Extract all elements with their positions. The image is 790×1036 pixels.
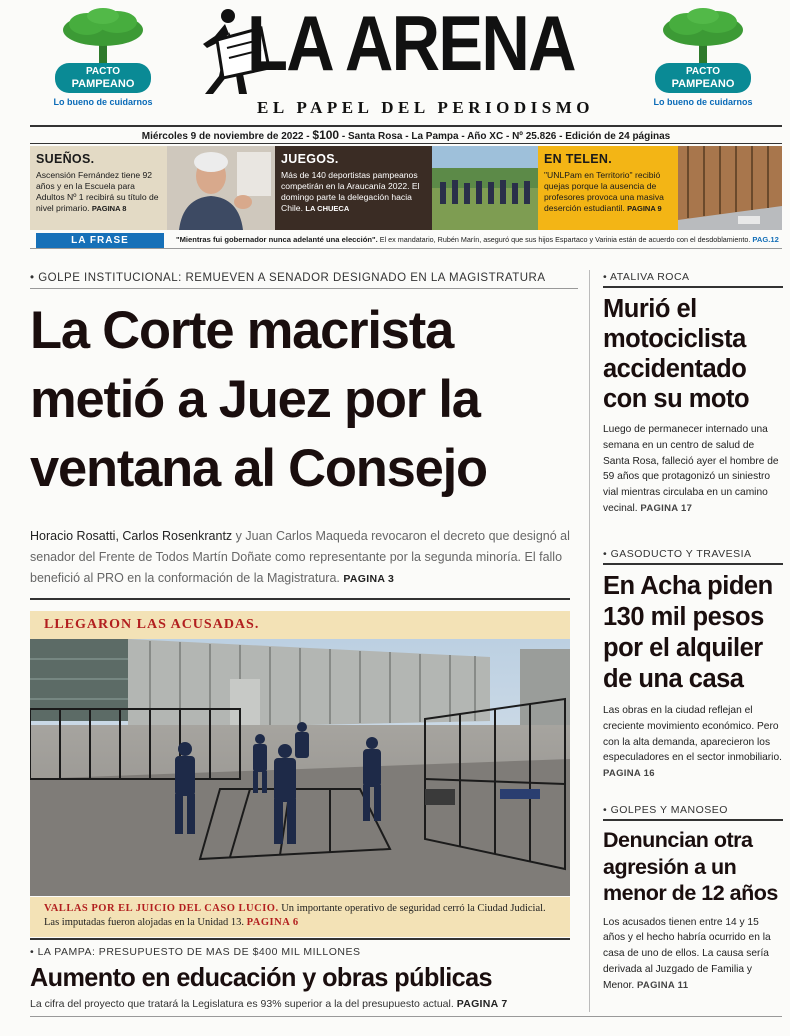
main-photo[interactable] [30,639,570,896]
caption-text: Un importante operativo de seguridad cerró la Ciudad Judicial. Las imputadas fueron alojadas en la Unidad 13. [44,903,546,928]
sidebar-page[interactable]: PAGINA 11 [637,979,689,991]
woman-photo-icon [167,146,275,230]
teaser-title: EN TELEN. [544,152,612,166]
sidebar-kicker: • GASODUCTO Y TRAVESIA [603,548,783,565]
sponsor-logo-left[interactable] [48,8,158,118]
dateline [30,128,782,142]
main-headline[interactable]: La Corte macrista metió a Juez por la ventana al Consejo [30,301,487,498]
la-frase-quote: "Mientras fui gobernador nunca adelanté una elección". [176,235,378,244]
column-divider [589,270,590,1012]
sidebar-text: Los acusados tienen entre 14 y 15 años y el hecho habría ocurrido en la casa de uno de ellos. La causa sería derivada al Juzgado de Familia y Menor. PAGINA 11 [603,916,771,991]
teaser-title: JUEGOS. [281,152,339,166]
sidebar-page[interactable]: PAGINA 16 [603,768,655,780]
sidebar-headline[interactable]: En Acha piden 130 mil pesos por el alquiler de una casa [603,572,773,693]
dateline-info: - Santa Rosa - La Pampa - Año XC - Nº 25.826 - Edición de 24 páginas [341,131,671,142]
la-frase-text[interactable] [176,235,780,244]
sidebar-story-gasoducto [603,548,783,782]
la-frase-label: LA FRASE [36,233,164,248]
sidebar-headline[interactable]: Murió el motociclista accidentado con su moto [603,295,750,413]
dateline-date: Miércoles 9 de noviembre de 2022 - [141,131,310,142]
sponsor-line2: PAMPEANO [671,78,735,90]
bottom-text: La cifra del proyecto que tratará la Legislatura es 93% superior a la del presupuesto actual. PAGINA 7 [30,998,508,1010]
sponsor-badge [655,63,751,93]
lead-names: Horacio Rosatti, Carlos Rosenkrantz [30,529,233,543]
sidebar-kicker: • ATALIVA ROCA [603,271,783,288]
caption-head: VALLAS POR EL JUICIO DEL CASO LUCIO. [44,903,279,914]
lead-page[interactable]: PAGINA 3 [343,573,395,585]
sponsor-line1: PACTO [685,66,721,77]
teaser-text: "UNLPam en Territorio" recibió quejas porque la ausencia de profesores provoca una masiva deserción estudiantil. PAGINA 9 [544,170,664,213]
dateline-price: $100 [312,128,340,142]
sidebar-text: Luego de permanecer internado una semana en un centro de salud de Santa Rosa, falleció ayer el hombre de 59 años que protagonizó un siniestro vial mientras circulaba en un camino vecinal. PAGINA 17 [603,424,779,514]
tree-icon [657,8,749,66]
sponsor-line2: PAMPEANO [71,78,135,90]
teaser-telen[interactable] [538,146,678,230]
teaser-page: LA CHUECA [305,204,350,213]
bottom-rule-top [30,938,570,940]
main-lead [30,526,578,590]
newspaper-title: LA ARENA [247,0,575,87]
sponsor-slogan: Lo bueno de cuidarnos [653,97,753,107]
la-frase-page: PAG.12 [752,235,779,244]
masthead-rule [30,125,782,127]
teaser-text: Más de 140 deportistas pampeanos competirán en la Araucanía 2022. El domingo parte la delegación hacia Chile. LA CHUECA [281,170,420,213]
page-bottom-rule [30,1016,782,1017]
teaser-title: SUEÑOS. [36,152,95,166]
sidebar-headline[interactable]: Denuncian otra agresión a un menor de 12 años [603,828,778,905]
bottom-headline[interactable]: Aumento en educación y obras públicas [30,962,492,992]
sponsor-badge [55,63,151,93]
photo-kicker: LLEGARON LAS ACUSADAS. [44,617,260,632]
teaser-photo-elderly-woman[interactable] [167,146,275,230]
lead-text: y Juan Carlos Maqueda revocaron el decreto que designó al senador del Frente de Todos Martín Doñate como representante por la segunda minoría. El fallo benefició al PRO en la conformación de la Magistratura. [30,529,570,585]
newspaper-subtitle: EL PAPEL DEL PERIODISMO [257,98,594,117]
teaser-photo-athletes[interactable] [432,146,538,230]
sidebar-story-golpes [603,804,783,993]
sidebar-kicker: • GOLPES Y MANOSEO [603,804,783,821]
main-kicker: • GOLPE INSTITUCIONAL: REMUEVEN A SENADOR DESIGNADO EN LA MAGISTRATURA [30,272,578,289]
dateline-rule [30,143,782,144]
teaser-text: Ascensión Fernández tiene 92 años y en la Escuela para Adultos Nº 1 recibirá su título de nivel primario. PAGINA 8 [36,170,159,213]
caption-page[interactable]: PAGINA 6 [246,917,299,928]
bottom-page[interactable]: PAGINA 7 [456,998,508,1010]
masthead [0,0,790,124]
tree-icon [57,8,149,66]
photo-rule [30,598,570,600]
building-photo-icon [678,146,782,230]
bottom-kicker: • LA PAMPA: PRESUPUESTO DE MAS DE $400 MIL MILLONES [30,946,360,958]
sponsor-line1: PACTO [85,66,121,77]
la-frase-body: El ex mandatario, Rubén Marín, aseguró que sus hijos Espartaco y Varinia están de acuerdo con el desdoblamiento. [379,235,751,244]
teaser-suenos[interactable] [30,146,167,230]
la-frase-bar [30,231,782,249]
newspaper-logo[interactable] [195,2,620,122]
photo-kicker-bar [30,611,570,639]
teaser-page: PAGINA 9 [627,204,662,213]
photo-caption [30,897,570,937]
athletes-photo-icon [432,146,538,230]
teaser-juegos[interactable] [275,146,432,230]
sidebar-page[interactable]: PAGINA 17 [640,502,693,514]
sidebar-text: Las obras en la ciudad reflejan el creciente movimiento económico. Pero con la alta demanda, aparecieron los especuladores en el sector inmobiliario. PAGINA 16 [603,705,782,780]
sponsor-slogan: Lo bueno de cuidarnos [53,97,153,107]
teaser-photo-building[interactable] [678,146,782,230]
teaser-page: PAGINA 8 [91,204,127,213]
sidebar-story-ataliva-roca [603,271,783,517]
judicial-city-photo-icon [30,639,570,896]
sponsor-logo-right[interactable] [648,8,758,118]
teaser-strip [30,146,782,230]
